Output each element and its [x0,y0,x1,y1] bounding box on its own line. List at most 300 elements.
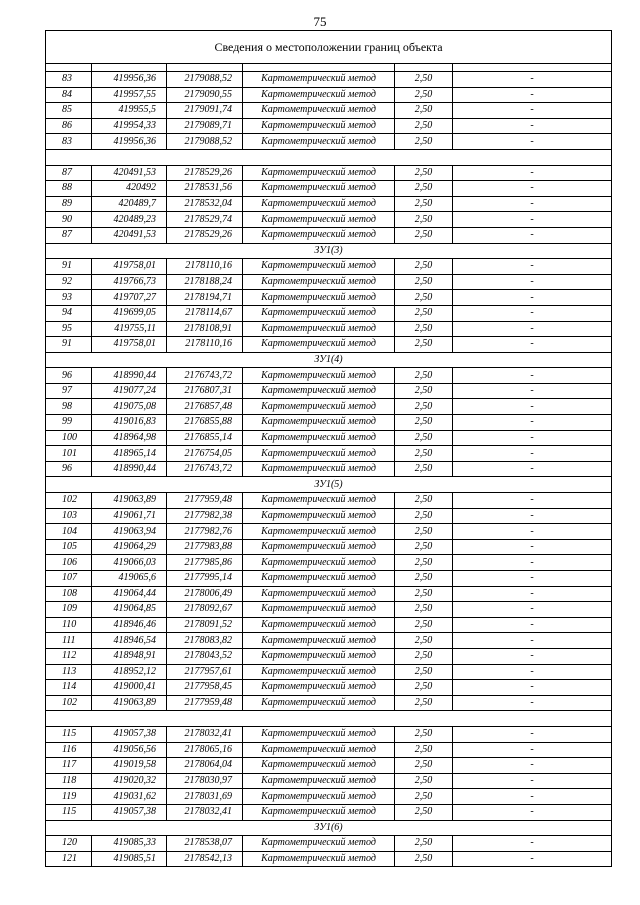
point-number-cell: 84 [46,87,92,103]
note-cell: - [453,695,612,711]
accuracy-cell: 2,50 [395,399,453,415]
table-row [46,212,612,228]
point-number-cell: 98 [46,399,92,415]
x-coordinate-cell: 419020,32 [92,773,167,789]
y-coordinate-cell: 2177959,48 [167,493,243,509]
x-coordinate-cell: 418965,14 [92,446,167,462]
note-cell: - [453,539,612,555]
method-cell: Картометрический метод [243,602,395,618]
table-row [46,118,612,134]
x-coordinate-cell: 419056,56 [92,742,167,758]
accuracy-cell: 2,50 [395,555,453,571]
point-number-cell: 101 [46,446,92,462]
point-number-cell: 85 [46,103,92,119]
method-cell: Картометрический метод [243,337,395,353]
table-row [46,680,612,696]
method-cell: Картометрический метод [243,103,395,119]
note-cell: - [453,368,612,384]
y-coordinate-cell: 2178043,52 [167,648,243,664]
accuracy-cell: 2,50 [395,633,453,649]
accuracy-cell: 2,50 [395,617,453,633]
table-row [46,742,612,758]
table-row [46,524,612,540]
accuracy-cell: 2,50 [395,851,453,867]
table-row [46,773,612,789]
point-number-cell: 107 [46,571,92,587]
point-number-cell: 88 [46,181,92,197]
x-coordinate-cell: 419957,55 [92,87,167,103]
x-coordinate-cell: 419064,29 [92,539,167,555]
table-row [46,87,612,103]
point-number-cell: 95 [46,321,92,337]
x-coordinate-cell: 420492 [92,181,167,197]
y-coordinate-cell: 2177957,61 [167,664,243,680]
y-coordinate-cell: 2178065,16 [167,742,243,758]
note-cell: - [453,196,612,212]
table-row [46,446,612,462]
table-row [46,555,612,571]
note-cell: - [453,118,612,134]
method-cell: Картометрический метод [243,227,395,243]
accuracy-cell: 2,50 [395,524,453,540]
accuracy-cell: 2,50 [395,804,453,820]
y-coordinate-cell: 2178531,56 [167,181,243,197]
point-number-cell: 99 [46,415,92,431]
point-number-cell: 97 [46,383,92,399]
x-coordinate-cell: 419063,89 [92,493,167,509]
note-cell: - [453,134,612,150]
table-row [46,196,612,212]
point-number-cell: 83 [46,72,92,88]
y-coordinate-cell: 2176807,31 [167,383,243,399]
note-cell: - [453,804,612,820]
x-coordinate-cell: 420491,53 [92,165,167,181]
y-coordinate-cell: 2178114,67 [167,305,243,321]
table-row [46,165,612,181]
note-cell: - [453,430,612,446]
note-cell: - [453,508,612,524]
y-coordinate-cell: 2177959,48 [167,695,243,711]
method-cell: Картометрический метод [243,680,395,696]
point-number-cell: 104 [46,524,92,540]
y-coordinate-cell: 2177983,88 [167,539,243,555]
y-coordinate-cell: 2176857,48 [167,399,243,415]
method-cell: Картометрический метод [243,555,395,571]
point-number-cell: 103 [46,508,92,524]
method-cell: Картометрический метод [243,212,395,228]
note-cell: - [453,617,612,633]
x-coordinate-cell: 419085,51 [92,851,167,867]
table-row [46,461,612,477]
y-coordinate-cell: 2178083,82 [167,633,243,649]
x-coordinate-cell: 419707,27 [92,290,167,306]
method-cell: Картометрический метод [243,773,395,789]
note-cell: - [453,836,612,852]
method-cell: Картометрический метод [243,399,395,415]
accuracy-cell: 2,50 [395,758,453,774]
note-cell: - [453,555,612,571]
y-coordinate-cell: 2177995,14 [167,571,243,587]
note-cell: - [453,571,612,587]
x-coordinate-cell: 419065,6 [92,571,167,587]
table-row [46,290,612,306]
note-cell: - [453,415,612,431]
accuracy-cell: 2,50 [395,571,453,587]
method-cell: Картометрический метод [243,305,395,321]
x-coordinate-cell: 419016,83 [92,415,167,431]
point-number-cell: 96 [46,368,92,384]
point-number-cell: 89 [46,196,92,212]
point-number-cell: 115 [46,804,92,820]
table-row [46,571,612,587]
blank-cell [243,64,395,72]
accuracy-cell: 2,50 [395,290,453,306]
table-row [46,758,612,774]
table-row [46,695,612,711]
point-number-cell: 117 [46,758,92,774]
accuracy-cell: 2,50 [395,337,453,353]
accuracy-cell: 2,50 [395,680,453,696]
accuracy-cell: 2,50 [395,602,453,618]
y-coordinate-cell: 2177982,76 [167,524,243,540]
method-cell: Картометрический метод [243,586,395,602]
point-number-cell: 105 [46,539,92,555]
y-coordinate-cell: 2178529,26 [167,165,243,181]
table-row [46,617,612,633]
section-separator-row [46,352,612,368]
point-number-cell: 118 [46,773,92,789]
method-cell: Картометрический метод [243,726,395,742]
accuracy-cell: 2,50 [395,695,453,711]
y-coordinate-cell: 2176743,72 [167,368,243,384]
point-number-cell: 93 [46,290,92,306]
x-coordinate-cell: 419063,89 [92,695,167,711]
note-cell: - [453,648,612,664]
method-cell: Картометрический метод [243,72,395,88]
table-row [46,134,612,150]
y-coordinate-cell: 2179090,55 [167,87,243,103]
method-cell: Картометрический метод [243,789,395,805]
method-cell: Картометрический метод [243,446,395,462]
x-coordinate-cell: 419077,24 [92,383,167,399]
y-coordinate-cell: 2177958,45 [167,680,243,696]
method-cell: Картометрический метод [243,383,395,399]
blank-cell [46,64,92,72]
note-cell: - [453,290,612,306]
table-row [46,664,612,680]
accuracy-cell: 2,50 [395,539,453,555]
blank-cell [395,64,453,72]
table-row [46,337,612,353]
accuracy-cell: 2,50 [395,368,453,384]
accuracy-cell: 2,50 [395,305,453,321]
method-cell: Картометрический метод [243,804,395,820]
method-cell: Картометрический метод [243,758,395,774]
point-number-cell: 86 [46,118,92,134]
method-cell: Картометрический метод [243,196,395,212]
y-coordinate-cell: 2179089,71 [167,118,243,134]
x-coordinate-cell: 419064,85 [92,602,167,618]
accuracy-cell: 2,50 [395,461,453,477]
method-cell: Картометрический метод [243,617,395,633]
y-coordinate-cell: 2178529,74 [167,212,243,228]
x-coordinate-cell: 419075,08 [92,399,167,415]
section-separator-row [46,820,612,836]
x-coordinate-cell: 419758,01 [92,337,167,353]
blank-cell [167,64,243,72]
accuracy-cell: 2,50 [395,227,453,243]
x-coordinate-cell: 418948,91 [92,648,167,664]
y-coordinate-cell: 2178030,97 [167,773,243,789]
y-coordinate-cell: 2176855,88 [167,415,243,431]
x-coordinate-cell: 419956,36 [92,72,167,88]
section-label [46,149,612,165]
x-coordinate-cell: 419085,33 [92,836,167,852]
note-cell: - [453,212,612,228]
accuracy-cell: 2,50 [395,508,453,524]
accuracy-cell: 2,50 [395,87,453,103]
method-cell: Картометрический метод [243,695,395,711]
note-cell: - [453,726,612,742]
section-label: ЗУ1(3) [46,243,612,259]
x-coordinate-cell: 419766,73 [92,274,167,290]
accuracy-cell: 2,50 [395,103,453,119]
x-coordinate-cell: 419955,5 [92,103,167,119]
y-coordinate-cell: 2178188,24 [167,274,243,290]
y-coordinate-cell: 2176743,72 [167,461,243,477]
accuracy-cell: 2,50 [395,836,453,852]
table-row [46,227,612,243]
table-row [46,508,612,524]
table-row [46,789,612,805]
x-coordinate-cell: 419064,44 [92,586,167,602]
method-cell: Картометрический метод [243,742,395,758]
table-row [46,602,612,618]
x-coordinate-cell: 419699,05 [92,305,167,321]
note-cell: - [453,87,612,103]
method-cell: Картометрический метод [243,259,395,275]
x-coordinate-cell: 419000,41 [92,680,167,696]
table-row [46,633,612,649]
section-label: ЗУ1(6) [46,820,612,836]
x-coordinate-cell: 419066,03 [92,555,167,571]
x-coordinate-cell: 419031,62 [92,789,167,805]
y-coordinate-cell: 2177985,86 [167,555,243,571]
page-number: 75 [313,14,327,29]
note-cell: - [453,227,612,243]
y-coordinate-cell: 2178529,26 [167,227,243,243]
table-row [46,368,612,384]
table-row [46,259,612,275]
section-separator-row [46,149,612,165]
accuracy-cell: 2,50 [395,789,453,805]
point-number-cell: 90 [46,212,92,228]
accuracy-cell: 2,50 [395,118,453,134]
method-cell: Картометрический метод [243,290,395,306]
note-cell: - [453,851,612,867]
note-cell: - [453,633,612,649]
note-cell: - [453,321,612,337]
x-coordinate-cell: 419063,94 [92,524,167,540]
accuracy-cell: 2,50 [395,212,453,228]
table-row [46,274,612,290]
method-cell: Картометрический метод [243,165,395,181]
point-number-cell: 92 [46,274,92,290]
method-cell: Картометрический метод [243,368,395,384]
table-title: Сведения о местоположении границ объекта [46,31,612,64]
note-cell: - [453,586,612,602]
note-cell: - [453,680,612,696]
point-number-cell: 115 [46,726,92,742]
note-cell: - [453,664,612,680]
table-row [46,103,612,119]
method-cell: Картометрический метод [243,321,395,337]
x-coordinate-cell: 419758,01 [92,259,167,275]
accuracy-cell: 2,50 [395,586,453,602]
x-coordinate-cell: 419019,58 [92,758,167,774]
accuracy-cell: 2,50 [395,165,453,181]
table-title-row [46,31,612,64]
point-number-cell: 108 [46,586,92,602]
x-coordinate-cell: 420489,7 [92,196,167,212]
table-row [46,804,612,820]
accuracy-cell: 2,50 [395,383,453,399]
y-coordinate-cell: 2178532,04 [167,196,243,212]
method-cell: Картометрический метод [243,836,395,852]
note-cell: - [453,758,612,774]
table-row [46,305,612,321]
point-number-cell: 112 [46,648,92,664]
accuracy-cell: 2,50 [395,430,453,446]
method-cell: Картометрический метод [243,274,395,290]
note-cell: - [453,399,612,415]
x-coordinate-cell: 418990,44 [92,461,167,477]
x-coordinate-cell: 419057,38 [92,726,167,742]
x-coordinate-cell: 418946,46 [92,617,167,633]
point-number-cell: 116 [46,742,92,758]
point-number-cell: 83 [46,134,92,150]
point-number-cell: 109 [46,602,92,618]
table-row [46,493,612,509]
point-number-cell: 113 [46,664,92,680]
point-number-cell: 100 [46,430,92,446]
x-coordinate-cell: 418952,12 [92,664,167,680]
accuracy-cell: 2,50 [395,321,453,337]
method-cell: Картометрический метод [243,415,395,431]
accuracy-cell: 2,50 [395,181,453,197]
boundary-coordinates-table [45,30,612,867]
x-coordinate-cell: 418964,98 [92,430,167,446]
point-number-cell: 121 [46,851,92,867]
y-coordinate-cell: 2179088,52 [167,134,243,150]
x-coordinate-cell: 420491,53 [92,227,167,243]
method-cell: Картометрический метод [243,524,395,540]
point-number-cell: 119 [46,789,92,805]
note-cell: - [453,181,612,197]
x-coordinate-cell: 419956,36 [92,134,167,150]
point-number-cell: 94 [46,305,92,321]
y-coordinate-cell: 2178091,52 [167,617,243,633]
y-coordinate-cell: 2178032,41 [167,804,243,820]
table-row [46,399,612,415]
point-number-cell: 102 [46,493,92,509]
x-coordinate-cell: 418946,54 [92,633,167,649]
point-number-cell: 91 [46,337,92,353]
point-number-cell: 111 [46,633,92,649]
section-label [46,711,612,727]
accuracy-cell: 2,50 [395,726,453,742]
method-cell: Картометрический метод [243,539,395,555]
point-number-cell: 96 [46,461,92,477]
y-coordinate-cell: 2178110,16 [167,259,243,275]
table-row [46,726,612,742]
y-coordinate-cell: 2178006,49 [167,586,243,602]
point-number-cell: 110 [46,617,92,633]
blank-row [46,64,612,72]
accuracy-cell: 2,50 [395,415,453,431]
note-cell: - [453,446,612,462]
y-coordinate-cell: 2176754,05 [167,446,243,462]
point-number-cell: 87 [46,227,92,243]
method-cell: Картометрический метод [243,87,395,103]
x-coordinate-cell: 418990,44 [92,368,167,384]
accuracy-cell: 2,50 [395,664,453,680]
note-cell: - [453,337,612,353]
table-row [46,181,612,197]
method-cell: Картометрический метод [243,118,395,134]
y-coordinate-cell: 2178110,16 [167,337,243,353]
y-coordinate-cell: 2176855,14 [167,430,243,446]
accuracy-cell: 2,50 [395,134,453,150]
method-cell: Картометрический метод [243,134,395,150]
accuracy-cell: 2,50 [395,493,453,509]
section-label: ЗУ1(5) [46,477,612,493]
table-row [46,383,612,399]
note-cell: - [453,274,612,290]
table-row [46,72,612,88]
section-separator-row [46,243,612,259]
table-row [46,430,612,446]
method-cell: Картометрический метод [243,493,395,509]
accuracy-cell: 2,50 [395,742,453,758]
y-coordinate-cell: 2178108,91 [167,321,243,337]
y-coordinate-cell: 2178092,67 [167,602,243,618]
method-cell: Картометрический метод [243,461,395,477]
method-cell: Картометрический метод [243,571,395,587]
table-body [46,31,612,867]
note-cell: - [453,103,612,119]
note-cell: - [453,493,612,509]
method-cell: Картометрический метод [243,633,395,649]
point-number-cell: 106 [46,555,92,571]
method-cell: Картометрический метод [243,430,395,446]
point-number-cell: 91 [46,259,92,275]
section-separator-row [46,477,612,493]
section-separator-row [46,711,612,727]
accuracy-cell: 2,50 [395,72,453,88]
table-row [46,321,612,337]
blank-cell [453,64,612,72]
note-cell: - [453,789,612,805]
note-cell: - [453,773,612,789]
y-coordinate-cell: 2178032,41 [167,726,243,742]
x-coordinate-cell: 419061,71 [92,508,167,524]
method-cell: Картометрический метод [243,648,395,664]
y-coordinate-cell: 2179091,74 [167,103,243,119]
method-cell: Картометрический метод [243,664,395,680]
x-coordinate-cell: 420489,23 [92,212,167,228]
y-coordinate-cell: 2178031,69 [167,789,243,805]
